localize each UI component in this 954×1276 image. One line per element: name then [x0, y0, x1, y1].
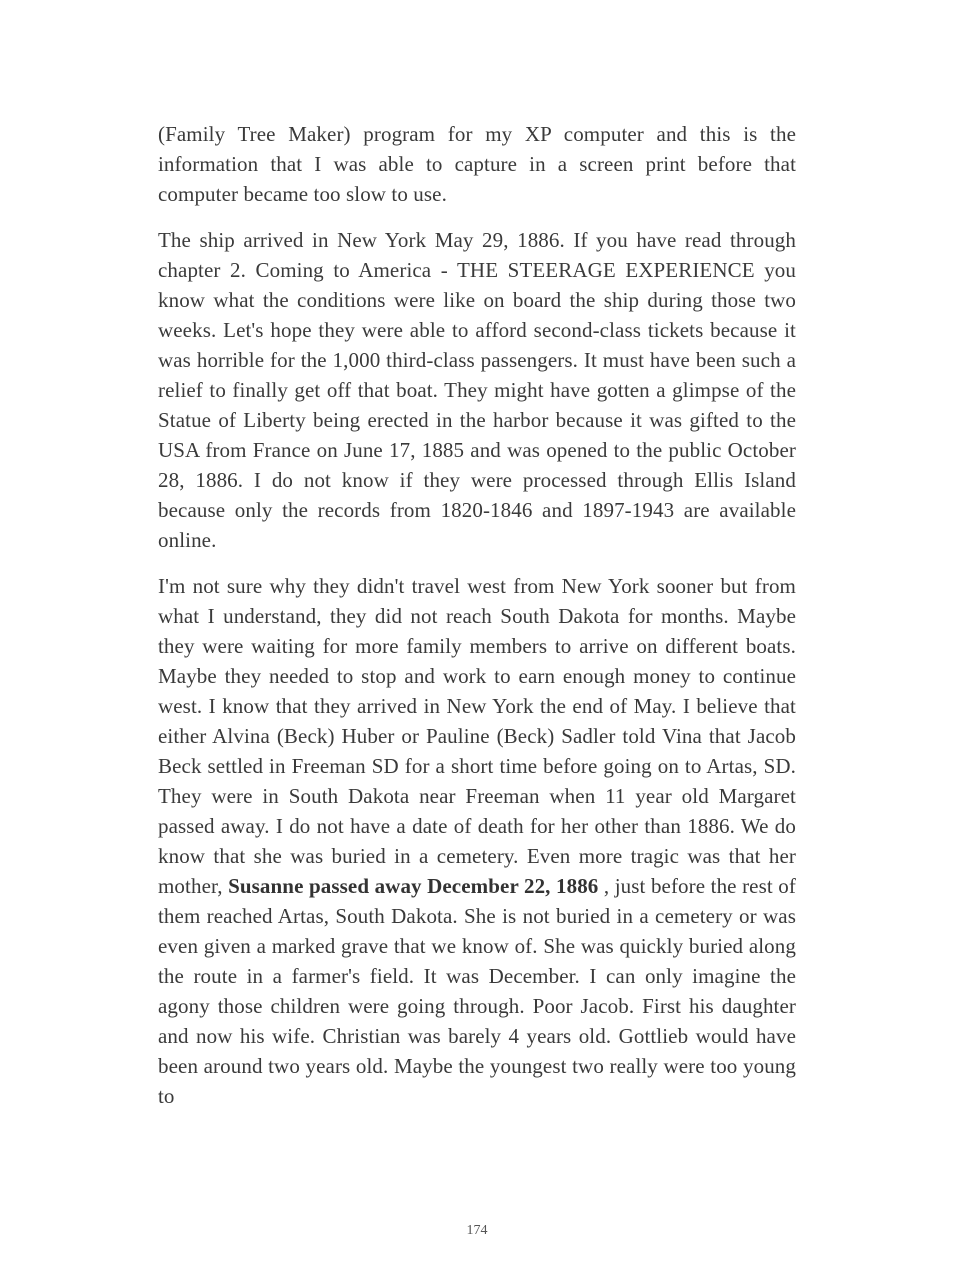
paragraph-text-after-bold: , just before the rest of them reached Artas, South Dakota. She is not buried in a cemetery or was even given a marked grave that we know of. She was quickly buried along the route in a farmer's field. It was December. I can only imagine the agony those children were going through. Poor Jacob. First his daughter and now his wife. Christian was barely 4 years old. Gottlieb would have been around two years old. Maybe the youngest two really were too young to	[158, 874, 796, 1108]
bold-death-date: Susanne passed away December 22, 1886	[228, 874, 599, 898]
page-body	[158, 119, 796, 1127]
paragraph-text-before-bold: I'm not sure why they didn't travel west from New York sooner but from what I understand, they did not reach South Dakota for months. Maybe they were waiting for more family members to arrive on different boats. Maybe they needed to stop and work to earn enough money to continue west. I know that they arrived in New York the end of May. I believe that either Alvina (Beck) Huber or Pauline (Beck) Sadler told Vina that Jacob Beck settled in Freeman SD for a short time before going on to Artas, SD. They were in South Dakota near Freeman when 11 year old Margaret passed away. I do not have a date of death for her other than 1886. We do know that she was buried in a cemetery. Even more tragic was that her mother,	[158, 574, 796, 898]
paragraph-travel-west	[158, 571, 796, 1111]
page-number: 174	[466, 1223, 488, 1238]
paragraph-family-tree-maker: (Family Tree Maker) program for my XP computer and this is the information that I was able to capture in a screen print before that computer became too slow to use.	[158, 122, 796, 206]
paragraph-ship-arrival: The ship arrived in New York May 29, 1886. If you have read through chapter 2. Coming to America - THE STEERAGE EXPERIENCE you know what the conditions were like on board the ship during those two weeks. Let's hope they were able to afford second-class tickets because it was horrible for the 1,000 third-class passengers. It must have been such a relief to finally get off that boat. They might have gotten a glimpse of the Statue of Liberty being erected in the harbor because it was gifted to the USA from France on June 17, 1885 and was opened to the public October 28, 1886. I do not know if they were processed through Ellis Island because only the records from 1820-1846 and 1897-1943 are available online.	[158, 228, 796, 552]
